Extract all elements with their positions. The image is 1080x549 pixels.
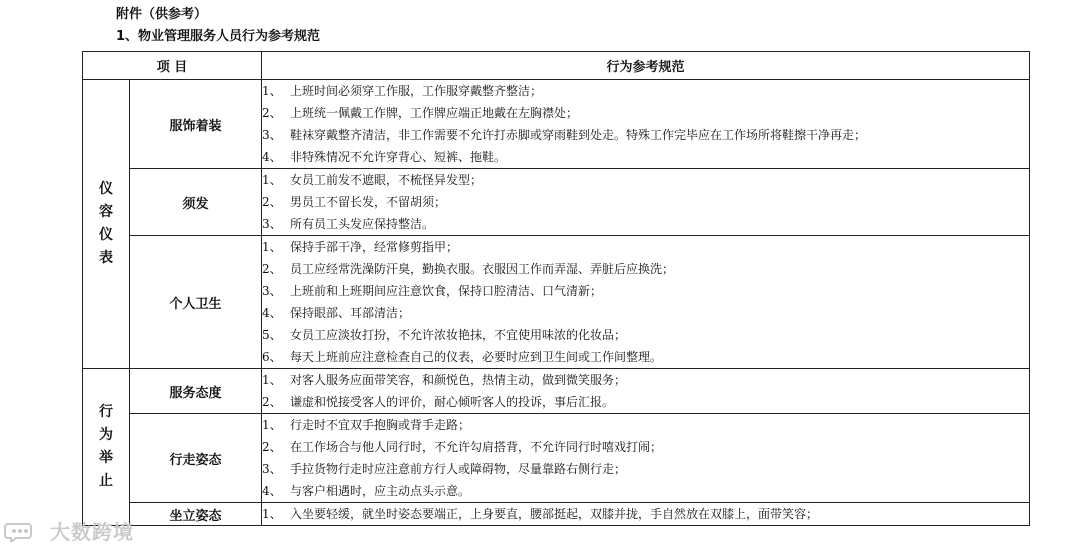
attachment-label: 附件（供参考） (116, 7, 208, 22)
spec-items (262, 236, 1030, 369)
subcategory-label: 服饰着装 (130, 80, 262, 169)
header-item: 项 目 (83, 52, 262, 80)
spec-item: 5、 女员工应淡妆打扮，不允许浓妆艳抹，不宜使用味浓的化妆品； (262, 328, 627, 342)
watermark-text: 大数跨境 (50, 520, 134, 544)
category-conduct: 行 为 举 止 (83, 369, 130, 526)
chat-bubble-logo-icon (4, 520, 44, 542)
spec-item: 1、 行走时不宜双手抱胸或背手走路； (262, 418, 471, 432)
subcategory-label: 坐立姿态 (130, 503, 262, 526)
subcategory-label: 服务态度 (130, 369, 262, 414)
table-header-row (83, 52, 1030, 80)
spec-item: 4、 与客户相遇时，应主动点头示意。 (262, 484, 471, 498)
section-title: 1、物业管理服务人员行为参考规范 (116, 29, 321, 44)
spec-item: 3、 上班前和上班期间应注意饮食，保持口腔清洁、口气清新； (262, 284, 603, 298)
spec-item: 1、 入坐要轻缓，就坐时姿态要端正，上身要直，腰部挺起，双膝并拢，手自然放在双膝上，面带笑容； (262, 507, 819, 521)
table-row (83, 169, 1030, 236)
spec-items (262, 503, 1030, 526)
conduct-spec-table (82, 51, 1030, 526)
table-row (83, 503, 1030, 526)
spec-item: 1、 女员工前发不遮眼，不梳怪异发型； (262, 173, 483, 187)
table-row (83, 369, 1030, 414)
header-spec: 行为参考规范 (262, 52, 1030, 80)
spec-items (262, 169, 1030, 236)
spec-items (262, 414, 1030, 503)
spec-items (262, 369, 1030, 414)
spec-item: 2、 员工应经常洗澡防汗臭，勤换衣服。衣服因工作而弄湿、弄脏后应换洗； (262, 262, 675, 276)
spec-item: 1、 保持手部干净，经常修剪指甲； (262, 240, 459, 254)
spec-item: 3、 所有员工头发应保持整洁。 (262, 217, 435, 231)
table-row (83, 236, 1030, 369)
category-appearance: 仪 容 仪 表 (83, 80, 130, 369)
spec-items (262, 80, 1030, 169)
spec-item: 2、 上班统一佩戴工作牌，工作牌应端正地戴在左胸襟处； (262, 106, 579, 120)
table-row (83, 80, 1030, 169)
spec-item: 2、 男员工不留长发，不留胡须； (262, 195, 447, 209)
spec-item: 3、 鞋袜穿戴整齐清洁，非工作需要不允许打赤脚或穿雨鞋到处走。特殊工作完毕应在工作场所将鞋擦干净再走； (262, 128, 867, 142)
subcategory-label: 须发 (130, 169, 262, 236)
spec-item: 2、 在工作场合与他人同行时，不允许勾肩搭背，不允许同行时嘻戏打闹； (262, 440, 663, 454)
watermark (4, 516, 134, 545)
spec-item: 2、 谦虚和悦接受客人的评价，耐心倾听客人的投诉，事后汇报。 (262, 395, 615, 409)
spec-item: 4、 非特殊情况不允许穿背心、短裤、拖鞋。 (262, 150, 507, 164)
subcategory-label: 个人卫生 (130, 236, 262, 369)
spec-item: 4、 保持眼部、耳部清洁； (262, 306, 411, 320)
spec-item: 6、 每天上班前应注意检查自己的仪表，必要时应到卫生间或工作间整理。 (262, 350, 663, 364)
subcategory-label: 行走姿态 (130, 414, 262, 503)
spec-item: 1、 对客人服务应面带笑容，和颜悦色，热情主动，做到微笑服务； (262, 373, 627, 387)
spec-item: 1、 上班时间必须穿工作服，工作服穿戴整齐整洁； (262, 84, 543, 98)
table-row (83, 414, 1030, 503)
spec-item: 3、 手拉货物行走时应注意前方行人或障碍物，尽量靠路右侧行走； (262, 462, 627, 476)
